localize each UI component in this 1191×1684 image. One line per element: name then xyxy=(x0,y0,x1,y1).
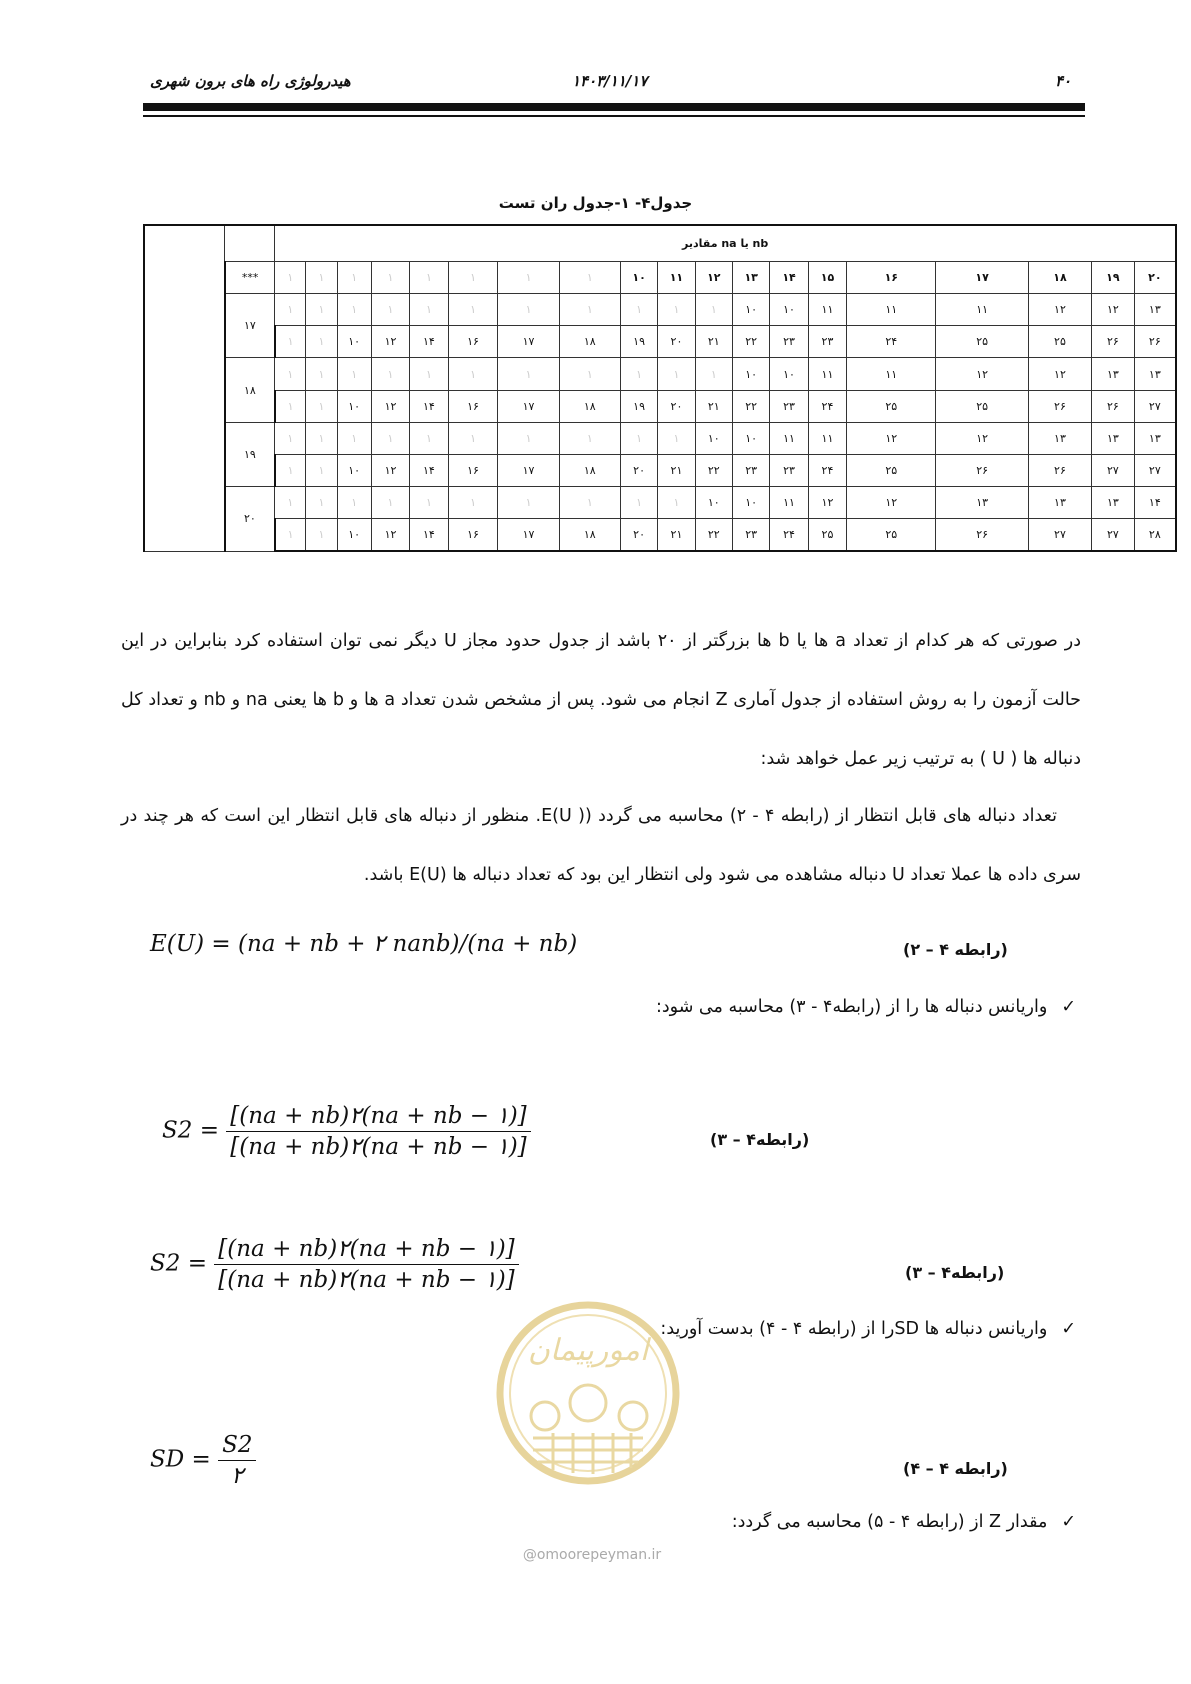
faint-cell: ۱ xyxy=(306,294,337,326)
table-cell: ۲۲ xyxy=(732,390,769,422)
col-header: ۲۰ xyxy=(1134,261,1176,293)
faint-cell: ۱ xyxy=(410,487,448,519)
faint-cell: ۱ xyxy=(337,294,371,326)
table-cell: ۲۱ xyxy=(695,326,732,358)
page-number: ۴۰ xyxy=(1055,72,1072,90)
equation-2-denominator: [(na + nb)۲(na + nb − ۱)] xyxy=(230,1134,527,1160)
faint-cell: ۱ xyxy=(658,294,695,326)
table-cell: ۱۲ xyxy=(808,487,846,519)
table-cell: ۱۸ xyxy=(559,390,620,422)
bullet-1-text: واریانس دنباله ها را از (رابطه۴ - ۳) محاسبه می شود: xyxy=(655,997,1048,1017)
faint-cell: ۱ xyxy=(658,422,695,454)
faint-cell: ۱ xyxy=(448,261,498,293)
table-cell: ۱۲ xyxy=(371,390,409,422)
table-cell: ۲۳ xyxy=(732,454,769,486)
table-cell: ۱۷ xyxy=(498,326,559,358)
faint-cell: ۱ xyxy=(306,487,337,519)
table-cell: ۲۶ xyxy=(1092,390,1135,422)
table-row xyxy=(144,422,1176,454)
col-header: ۱۷ xyxy=(936,261,1028,293)
table-cell: ۲۶ xyxy=(1028,454,1091,486)
col-header: ۱۵ xyxy=(808,261,846,293)
table-cell: ۱۲ xyxy=(847,487,936,519)
table-cell: ۲۶ xyxy=(936,454,1028,486)
faint-cell: ۱ xyxy=(306,390,337,422)
faint-cell: ۱ xyxy=(559,358,620,390)
table-cell: ۱۰ xyxy=(337,390,371,422)
equation-4-fraction xyxy=(218,1432,256,1489)
faint-cell: ۱ xyxy=(559,487,620,519)
table-header-row xyxy=(144,261,1176,293)
row-label: ۱۸ xyxy=(225,358,275,422)
table-cell: ۱۷ xyxy=(498,454,559,486)
table-cell: ۱۲ xyxy=(847,422,936,454)
equation-variance-2 xyxy=(150,1236,519,1293)
table-cell: ۱۴ xyxy=(410,390,448,422)
faint-cell: ۱ xyxy=(275,326,306,358)
faint-cell: ۱ xyxy=(559,422,620,454)
watermark-logo-text: امورپیمان xyxy=(527,1333,649,1368)
table-cell: ۱۰ xyxy=(695,487,732,519)
faint-cell: ۱ xyxy=(306,422,337,454)
table-row xyxy=(144,454,1176,486)
table-cell: ۲۲ xyxy=(732,326,769,358)
check-icon: ✓ xyxy=(1061,997,1076,1017)
bullet-3-text: مقدار Z از (رابطه ۴ - ۵) محاسبه می گردد: xyxy=(731,1512,1048,1532)
table-cell: ۲۵ xyxy=(936,390,1028,422)
table-cell: ۱۱ xyxy=(808,422,846,454)
col-header: ۱۱ xyxy=(658,261,695,293)
faint-cell: ۱ xyxy=(498,294,559,326)
table-cell: ۱۴ xyxy=(410,454,448,486)
faint-cell: ۱ xyxy=(275,261,306,293)
faint-cell: ۱ xyxy=(498,358,559,390)
table-cell: ۲۰ xyxy=(620,519,657,551)
header-rule-thick xyxy=(143,103,1085,111)
faint-cell: ۱ xyxy=(275,487,306,519)
table-cell: ۱۱ xyxy=(936,294,1028,326)
paragraph-2: تعداد دنباله های قابل انتظار از (رابطه ۴ - ۲) محاسبه می گردد (E(U ). منظور از دنباله های قابل انتظار این است که هر چند در سری داده ها عملا تعداد U دنباله مشاهده می شود ولی انتظار این بود که تعداد دنباله ها (E(U باشد. xyxy=(121,806,1081,885)
table-cell: ۱۱ xyxy=(770,487,808,519)
bullet-variance-1 xyxy=(656,997,1076,1017)
table-cell: ۱۳ xyxy=(936,487,1028,519)
faint-cell: ۱ xyxy=(620,294,657,326)
equation-4-lhs: SD = xyxy=(150,1446,211,1473)
table-cell: ۱۳ xyxy=(1092,358,1135,390)
table-cell: ۱۲ xyxy=(371,454,409,486)
equation-3-denominator: [(na + nb)۲(na + nb − ۱)] xyxy=(218,1267,515,1293)
table-cell: ۲۸ xyxy=(1134,519,1176,551)
table-cell: ۱۳ xyxy=(1028,422,1091,454)
table-cell: ۱۱ xyxy=(808,358,846,390)
table-cell: ۱۹ xyxy=(620,390,657,422)
equation-3-label: (رابطه۴ – ۳) xyxy=(905,1263,1005,1282)
table-cell: ۱۰ xyxy=(732,422,769,454)
check-icon: ✓ xyxy=(1061,1512,1076,1532)
equation-2-label: (رابطه۴ – ۳) xyxy=(710,1130,810,1149)
table-cell: ۲۰ xyxy=(658,390,695,422)
bullet-2-text: واریانس دنباله ها SDرا از (رابطه ۴ - ۴) بدست آورید: xyxy=(660,1319,1048,1339)
table-cell: ۱۲ xyxy=(936,422,1028,454)
watermark-logo xyxy=(493,1298,683,1488)
faint-cell: ۱ xyxy=(371,422,409,454)
table-cell: ۲۱ xyxy=(658,454,695,486)
faint-cell: ۱ xyxy=(306,454,337,486)
table-cell: ۲۳ xyxy=(770,326,808,358)
table-cell: ۱۲ xyxy=(371,519,409,551)
table-cell: ۲۶ xyxy=(1092,326,1135,358)
faint-cell: ۱ xyxy=(498,422,559,454)
faint-cell: ۱ xyxy=(695,358,732,390)
table-cell: ۱۲ xyxy=(1028,294,1091,326)
equation-3-numerator: [(na + nb)۲(na + nb − ۱)] xyxy=(214,1236,518,1265)
equation-2-lhs: S2 = xyxy=(162,1117,219,1144)
table-row xyxy=(144,358,1176,390)
table-cell: ۲۰ xyxy=(658,326,695,358)
table-row xyxy=(144,294,1176,326)
table-row xyxy=(144,390,1176,422)
faint-cell: ۱ xyxy=(559,261,620,293)
faint-cell: ۱ xyxy=(448,358,498,390)
table-cell: ۱۲ xyxy=(1028,358,1091,390)
equation-1-label: (رابطه ۴ – ۲) xyxy=(903,940,1008,959)
faint-cell: ۱ xyxy=(410,422,448,454)
table-cell: ۱۰ xyxy=(770,358,808,390)
table-cell: ۱۶ xyxy=(448,454,498,486)
table-cell: ۱۷ xyxy=(498,519,559,551)
table-cell: ۱۰ xyxy=(732,487,769,519)
table-cell: ۱۹ xyxy=(620,326,657,358)
table-cell: ۲۴ xyxy=(847,326,936,358)
table-row xyxy=(144,326,1176,358)
table-corner-label: *** xyxy=(225,261,275,293)
table-cell: ۲۴ xyxy=(808,390,846,422)
table-cell: ۲۷ xyxy=(1134,390,1176,422)
faint-cell: ۱ xyxy=(371,294,409,326)
equation-sd xyxy=(150,1432,256,1489)
table-corner-blank xyxy=(225,225,275,261)
table-cell: ۱۲ xyxy=(371,326,409,358)
col-header: ۱۲ xyxy=(695,261,732,293)
table-cell: ۱۰ xyxy=(337,519,371,551)
equation-4-label: (رابطه ۴ – ۴) xyxy=(903,1459,1008,1478)
faint-cell: ۱ xyxy=(559,294,620,326)
table-cell: ۲۳ xyxy=(770,454,808,486)
table-cell: ۲۱ xyxy=(695,390,732,422)
table-cell: ۲۲ xyxy=(695,454,732,486)
faint-cell: ۱ xyxy=(695,294,732,326)
table-row xyxy=(144,519,1176,551)
table-cell: ۲۷ xyxy=(1134,454,1176,486)
faint-cell: ۱ xyxy=(306,358,337,390)
col-header: ۱۴ xyxy=(770,261,808,293)
faint-cell: ۱ xyxy=(448,487,498,519)
faint-cell: ۱ xyxy=(275,422,306,454)
faint-cell: ۱ xyxy=(410,358,448,390)
check-icon: ✓ xyxy=(1061,1319,1076,1339)
table-cell: ۲۷ xyxy=(1092,454,1135,486)
faint-cell: ۱ xyxy=(620,422,657,454)
table-cell: ۲۷ xyxy=(1092,519,1135,551)
faint-cell: ۱ xyxy=(306,519,337,551)
table-cell: ۱۰ xyxy=(732,294,769,326)
faint-cell: ۱ xyxy=(275,454,306,486)
col-header: ۱۰ xyxy=(620,261,657,293)
table-left-blank xyxy=(144,225,225,551)
table-cell: ۲۷ xyxy=(1028,519,1091,551)
table-cell: ۱۴ xyxy=(410,326,448,358)
table-cell: ۲۰ xyxy=(620,454,657,486)
table-cell: ۱۳ xyxy=(1092,422,1135,454)
faint-cell: ۱ xyxy=(275,294,306,326)
faint-cell: ۱ xyxy=(410,261,448,293)
faint-cell: ۱ xyxy=(337,358,371,390)
table-group-header-row xyxy=(144,225,1176,261)
col-header: ۱۶ xyxy=(847,261,936,293)
run-test-table xyxy=(143,224,1177,552)
table-cell: ۱۱ xyxy=(847,358,936,390)
row-label: ۱۹ xyxy=(225,422,275,486)
col-header: ۱۸ xyxy=(1028,261,1091,293)
faint-cell: ۱ xyxy=(275,358,306,390)
faint-cell: ۱ xyxy=(498,261,559,293)
table-cell: ۲۱ xyxy=(658,519,695,551)
table-cell: ۱۸ xyxy=(559,519,620,551)
equation-3-fraction xyxy=(214,1236,518,1293)
table-cell: ۱۰ xyxy=(732,358,769,390)
faint-cell: ۱ xyxy=(371,487,409,519)
table-cell: ۱۶ xyxy=(448,326,498,358)
table-cell: ۱۰ xyxy=(695,422,732,454)
row-label: ۲۰ xyxy=(225,487,275,551)
faint-cell: ۱ xyxy=(498,487,559,519)
faint-cell: ۱ xyxy=(275,519,306,551)
table-cell: ۱۲ xyxy=(936,358,1028,390)
faint-cell: ۱ xyxy=(337,487,371,519)
faint-cell: ۱ xyxy=(371,358,409,390)
faint-cell: ۱ xyxy=(337,261,371,293)
table-cell: ۱۷ xyxy=(498,390,559,422)
equation-3-lhs: S2 = xyxy=(150,1250,207,1277)
equation-2-numerator: [(na + nb)۲(na + nb − ۱)] xyxy=(226,1103,530,1132)
table-cell: ۱۴ xyxy=(1134,487,1176,519)
header-rule-thin xyxy=(143,115,1085,117)
table-cell: ۱۳ xyxy=(1134,422,1176,454)
table-group-header: nb یا na مقادیر xyxy=(275,225,1176,261)
equation-4-numerator: S2 xyxy=(218,1432,256,1461)
faint-cell: ۱ xyxy=(371,261,409,293)
equation-expected-runs: E(U) = (na + nb + ۲ nanb)/(na + nb) xyxy=(150,931,578,957)
table-cell: ۱۰ xyxy=(770,294,808,326)
bullet-z xyxy=(732,1512,1076,1532)
faint-cell: ۱ xyxy=(448,294,498,326)
table-cell: ۲۳ xyxy=(732,519,769,551)
table-cell: ۲۵ xyxy=(808,519,846,551)
table-cell: ۲۳ xyxy=(808,326,846,358)
table-cell: ۱۳ xyxy=(1092,487,1135,519)
paragraph-1: در صورتی که هر کدام از تعداد a ها یا b ها بزرگتر از ۲۰ باشد از جدول حدود مجاز U دیگر نمی توان استفاده کرد بنابراین در این حالت آزمون را به روش استفاده از جدول آماری Z انجام می شود. پس از مشخص شدن تعداد a ها و b ها یعنی na و nb و تعداد کل دنباله ها ( U ) به ترتیب زیر عمل خواهد شد: xyxy=(121,631,1082,769)
faint-cell: ۱ xyxy=(658,358,695,390)
faint-cell: ۱ xyxy=(410,294,448,326)
table-cell: ۱۲ xyxy=(1092,294,1135,326)
table-cell: ۱۸ xyxy=(559,454,620,486)
header-date: ۱۴۰۳/۱۱/۱۷ xyxy=(572,72,648,90)
equation-2-fraction xyxy=(226,1103,530,1160)
table-cell: ۲۵ xyxy=(1028,326,1091,358)
table-cell: ۲۶ xyxy=(1134,326,1176,358)
faint-cell: ۱ xyxy=(620,358,657,390)
table-cell: ۱۳ xyxy=(1134,358,1176,390)
table-caption: جدول۴- ۱-جدول ران تست xyxy=(498,194,693,212)
bullet-sd xyxy=(660,1319,1076,1339)
equation-variance-1 xyxy=(162,1103,531,1160)
table-cell: ۲۴ xyxy=(808,454,846,486)
table-cell: ۱۳ xyxy=(1134,294,1176,326)
table-cell: ۱۸ xyxy=(559,326,620,358)
equation-4-denominator: ۲ xyxy=(231,1463,244,1489)
row-label: ۱۷ xyxy=(225,294,275,358)
table-cell: ۲۴ xyxy=(770,519,808,551)
faint-cell: ۱ xyxy=(306,326,337,358)
table-cell: ۱۳ xyxy=(1028,487,1091,519)
table-cell: ۱۴ xyxy=(410,519,448,551)
faint-cell: ۱ xyxy=(337,422,371,454)
table-cell: ۱۶ xyxy=(448,390,498,422)
faint-cell: ۱ xyxy=(275,390,306,422)
table-cell: ۱۶ xyxy=(448,519,498,551)
faint-cell: ۱ xyxy=(658,487,695,519)
table-row xyxy=(144,487,1176,519)
faint-cell: ۱ xyxy=(448,422,498,454)
table-cell: ۲۲ xyxy=(695,519,732,551)
col-header: ۱۳ xyxy=(732,261,769,293)
table-cell: ۱۰ xyxy=(337,326,371,358)
col-header: ۱۹ xyxy=(1092,261,1135,293)
table-cell: ۲۶ xyxy=(936,519,1028,551)
table-cell: ۲۳ xyxy=(770,390,808,422)
table-cell: ۲۵ xyxy=(847,519,936,551)
table-cell: ۱۱ xyxy=(770,422,808,454)
table-cell: ۲۵ xyxy=(847,454,936,486)
header-title: هیدرولوژی راه های برون شهری xyxy=(150,72,351,90)
table-cell: ۲۶ xyxy=(1028,390,1091,422)
watermark-site: @omoorepeyman.ir xyxy=(522,1547,662,1563)
table-cell: ۱۱ xyxy=(808,294,846,326)
faint-cell: ۱ xyxy=(306,261,337,293)
table-cell: ۲۵ xyxy=(847,390,936,422)
table-cell: ۱۰ xyxy=(337,454,371,486)
faint-cell: ۱ xyxy=(620,487,657,519)
table-cell: ۱۱ xyxy=(847,294,936,326)
table-cell: ۲۵ xyxy=(936,326,1028,358)
